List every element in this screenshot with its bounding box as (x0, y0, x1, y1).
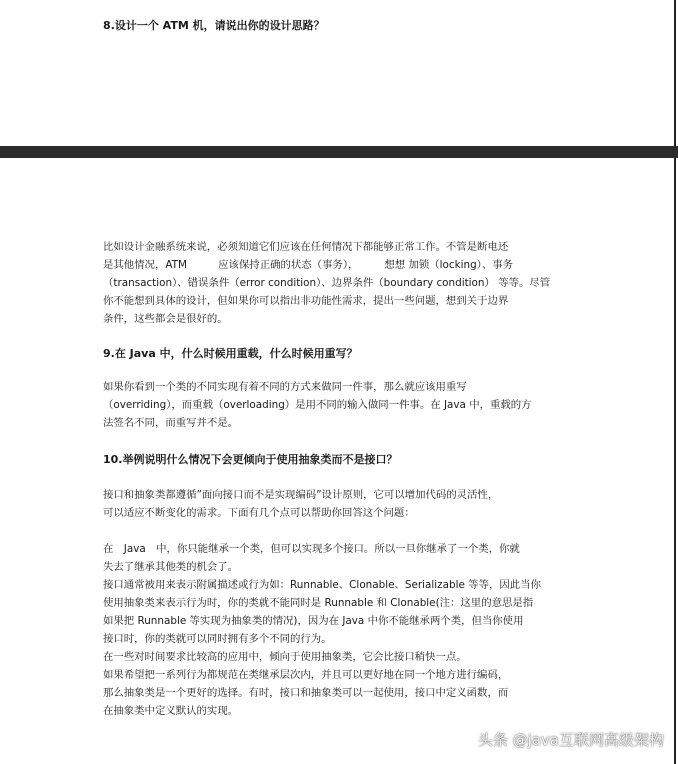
answer-line: 在抽象类中定义默认的实现。 (103, 705, 239, 717)
question-8 (103, 18, 573, 33)
answer-line: （overriding），而重载（overloading）是用不同的输入做同一件事。在 Java 中，重载的方 (103, 399, 532, 411)
answer-line: 可以适应不断变化的需求。下面有几个点可以帮助你回答这个问题： (103, 507, 415, 519)
answer-line: 是其他情况，ATM 应该保持正确的状态（事务）， 想想 加锁（locking）、事务 (103, 259, 514, 271)
answer-line: 如果你看到一个类的不同实现有着不同的方式来做同一件事，那么就应该用重写 (103, 381, 467, 393)
question-9 (103, 346, 573, 361)
answer-line: （transaction）、错误条件（error condition）、边界条件（boundary condition） 等等。尽管 (103, 277, 551, 289)
question-9-answer (103, 378, 573, 432)
answer-line: 如果希望把一系列行为都规范在类继承层次内，并且可以更好地在同一个地方进行编码， (103, 669, 509, 681)
question-10-heading: 10.举例说明什么情况下会更倾向于使用抽象类而不是接口？ (103, 453, 398, 466)
answer-line: 接口时，你的类就可以同时拥有多个不同的行为。 (103, 633, 332, 645)
answer-line: 接口和抽象类都遵循”面向接口而不是实现编码”设计原则，它可以增加代码的灵活性， (103, 489, 499, 501)
watermark: 头条 @java互联网高级架构 (477, 731, 664, 749)
question-10 (103, 452, 573, 467)
answer-line: 在 Java 中，你只能继承一个类，但可以实现多个接口。所以一旦你继承了一个类，你就 (103, 543, 520, 555)
answer-line: 使用抽象类来表示行为时，你的类就不能同时是 Runnable 和 Clonable(注：这里的意思是指 (103, 597, 534, 609)
answer-line: 失去了继承其他类的机会了。 (103, 561, 239, 573)
answer-line: 比如设计金融系统来说，必须知道它们应该在任何情况下都能够正常工作。不管是断电还 (103, 241, 509, 253)
answer-line: 那么抽象类是一个更好的选择。有时，接口和抽象类可以一起使用，接口中定义函数，而 (103, 687, 509, 699)
answer-line: 接口通常被用来表示附属描述或行为如：Runnable、Clonable、Serializable 等等，因此当你 (103, 579, 541, 591)
answer-line: 条件，这些都会是很好的。 (103, 313, 228, 325)
answer-line: 法签名不同，而重写并不是。 (103, 417, 239, 429)
document-page-top (0, 0, 676, 146)
answer-line: 如果把 Runnable 等实现为抽象类的情况)，因为在 Java 中你不能继承两个类，但当你使用 (103, 615, 524, 627)
question-8-heading: 8.设计一个 ATM 机，请说出你的设计思路？ (103, 19, 325, 32)
question-10-intro (103, 486, 573, 522)
answer-line: 在一些对时间要求比较高的应用中，倾向于使用抽象类，它会比接口稍快一点。 (103, 651, 467, 663)
question-8-answer (103, 238, 573, 328)
answer-line: 你不能想到具体的设计，但如果你可以指出非功能性需求，提出一些问题，想到关于边界 (103, 295, 509, 307)
page-divider (0, 146, 678, 158)
question-9-heading: 9.在 Java 中，什么时候用重载，什么时候用重写？ (103, 347, 358, 360)
question-10-points (103, 540, 573, 720)
document-page-bottom (0, 158, 676, 764)
